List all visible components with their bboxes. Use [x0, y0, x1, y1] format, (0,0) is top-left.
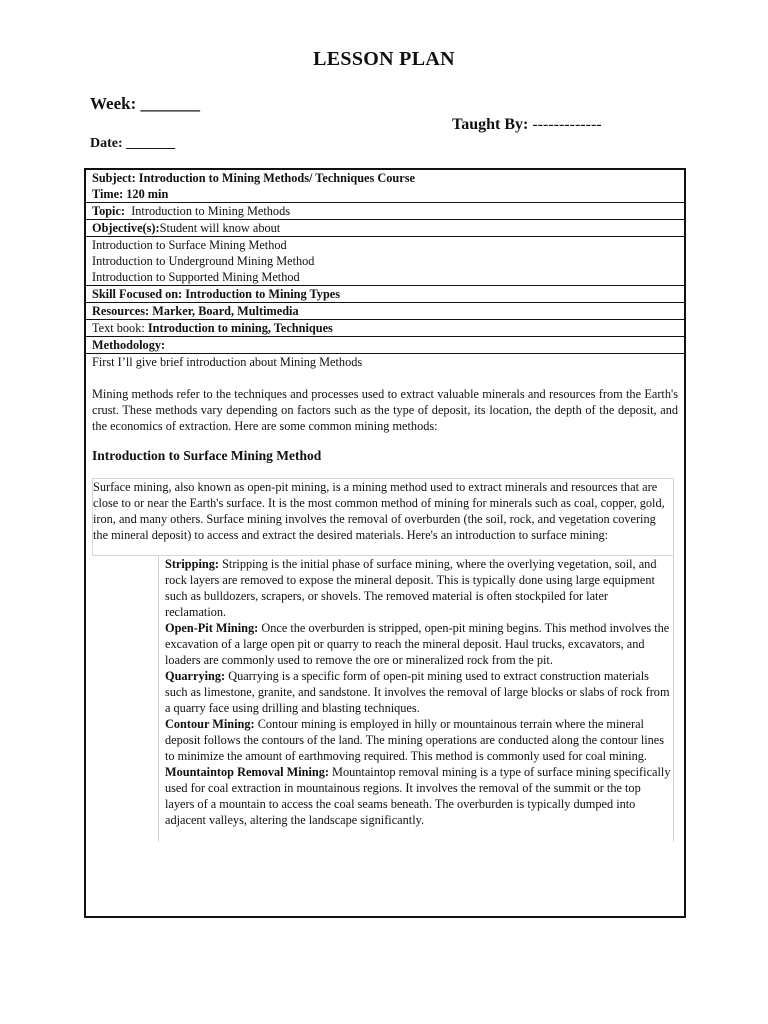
item-term: Contour Mining:: [165, 717, 255, 731]
item-text: Stripping is the initial phase of surface mining, where the overlying vegetation, soil, and rock layers are removed to expose the mineral deposit. This is typically done using large equipment such as bulldozers, scrapers, or shovels. The removed material is often stockpiled for later reclamation.: [165, 557, 657, 619]
objectives-label: Objective(s):: [92, 221, 160, 235]
objectives-row: [86, 220, 684, 237]
objectives-value: Student will know about: [159, 221, 281, 235]
objective-item: Introduction to Surface Mining Method: [92, 238, 287, 252]
surface-section: [92, 478, 674, 556]
objective-items-row: [86, 237, 684, 286]
topic-value: Introduction to Mining Methods: [131, 204, 291, 218]
item-text: Contour mining is employed in hilly or mountainous terrain where the mineral deposit follows the contours of the land. The mining operations are conducted along the contour lines to minimize the amount of earthmoving required. This method is commonly used for coal mining.: [165, 717, 665, 763]
taught-by-label: Taught By:: [452, 116, 529, 133]
taught-by-value: -------------: [532, 116, 602, 133]
objective-item: Introduction to Underground Mining Method: [92, 254, 315, 268]
surface-heading: Introduction to Surface Mining Method: [92, 448, 322, 463]
objective-item: Introduction to Supported Mining Method: [92, 270, 300, 284]
surface-paragraph: Surface mining, also known as open-pit mining, is a mining method used to extract minerals and resources that are close to or near the Earth's surface. It is the most common method of mining for minerals such as coal, copper, gold, iron, and many others. Surface mining involves the removal of overburden (the soil, rock, and vegetation covering the mineral deposit) to access and extract the desired materials. Here's an introduction to surface mining:: [93, 480, 665, 542]
methodology-row: Methodology:: [86, 337, 684, 354]
taught-by-field: [452, 116, 602, 134]
textbook-value: Introduction to mining, Techniques: [147, 321, 333, 335]
topic-label: Topic:: [92, 204, 126, 218]
item-text: Quarrying is a specific form of open-pit mining used to extract construction materials such as limestone, granite, and sandstone. It involves the removal of large blocks or slabs of rock from a quarry face using drilling and blasting techniques.: [165, 669, 670, 715]
item-term: Quarrying:: [165, 669, 226, 683]
skill-row: Skill Focused on: Introduction to Mining Types: [86, 286, 684, 303]
list-item: [165, 716, 671, 764]
item-text: Mountaintop removal mining is a type of surface mining specifically used for coal extraction in mountainous regions. It involves the removal of the summit or the top layers of a mountain to access the coal seams beneath. The overburden is typically dumped into adjacent valleys, altering the landscape significantly.: [165, 765, 671, 827]
subject-text: Subject: Introduction to Mining Methods/ Techniques Course: [92, 171, 415, 185]
intro-line: First I’ll give brief introduction about Mining Methods: [92, 355, 363, 369]
intro-paragraph: Mining methods refer to the techniques and processes used to extract valuable minerals and resources from the Earth's crust. These methods vary depending on factors such as the type of deposit, its location, the depth of the deposit, and the economics of extraction. Here are some common mining methods:: [92, 387, 678, 433]
week-field: Week: _______: [90, 94, 201, 113]
textbook-label: Text book:: [92, 321, 145, 335]
date-field: Date: _______: [90, 136, 176, 151]
subject-time-row: [86, 170, 684, 203]
item-term: Mountaintop Removal Mining:: [165, 765, 329, 779]
page-title: LESSON PLAN: [313, 48, 455, 70]
list-item: [165, 764, 671, 828]
resources-row: Resources: Marker, Board, Multimedia: [86, 303, 684, 320]
list-item: [165, 620, 671, 668]
item-text: Once the overburden is stripped, open-pit mining begins. This method involves the excavation of a large open pit or quarry to reach the mineral deposit. Haul trucks, excavators, and loaders are commonly used to remove the ore or mineralized rock from the pit.: [165, 621, 670, 667]
item-term: Stripping:: [165, 557, 219, 571]
methodology-content: [86, 354, 684, 842]
textbook-row: [86, 320, 684, 337]
item-term: Open-Pit Mining:: [165, 621, 259, 635]
time-text: Time: 120 min: [92, 187, 169, 201]
surface-methods-list: [158, 556, 674, 842]
lesson-plan-table: [84, 168, 686, 918]
list-item: [165, 668, 671, 716]
list-item: [165, 556, 671, 620]
topic-row: [86, 203, 684, 220]
